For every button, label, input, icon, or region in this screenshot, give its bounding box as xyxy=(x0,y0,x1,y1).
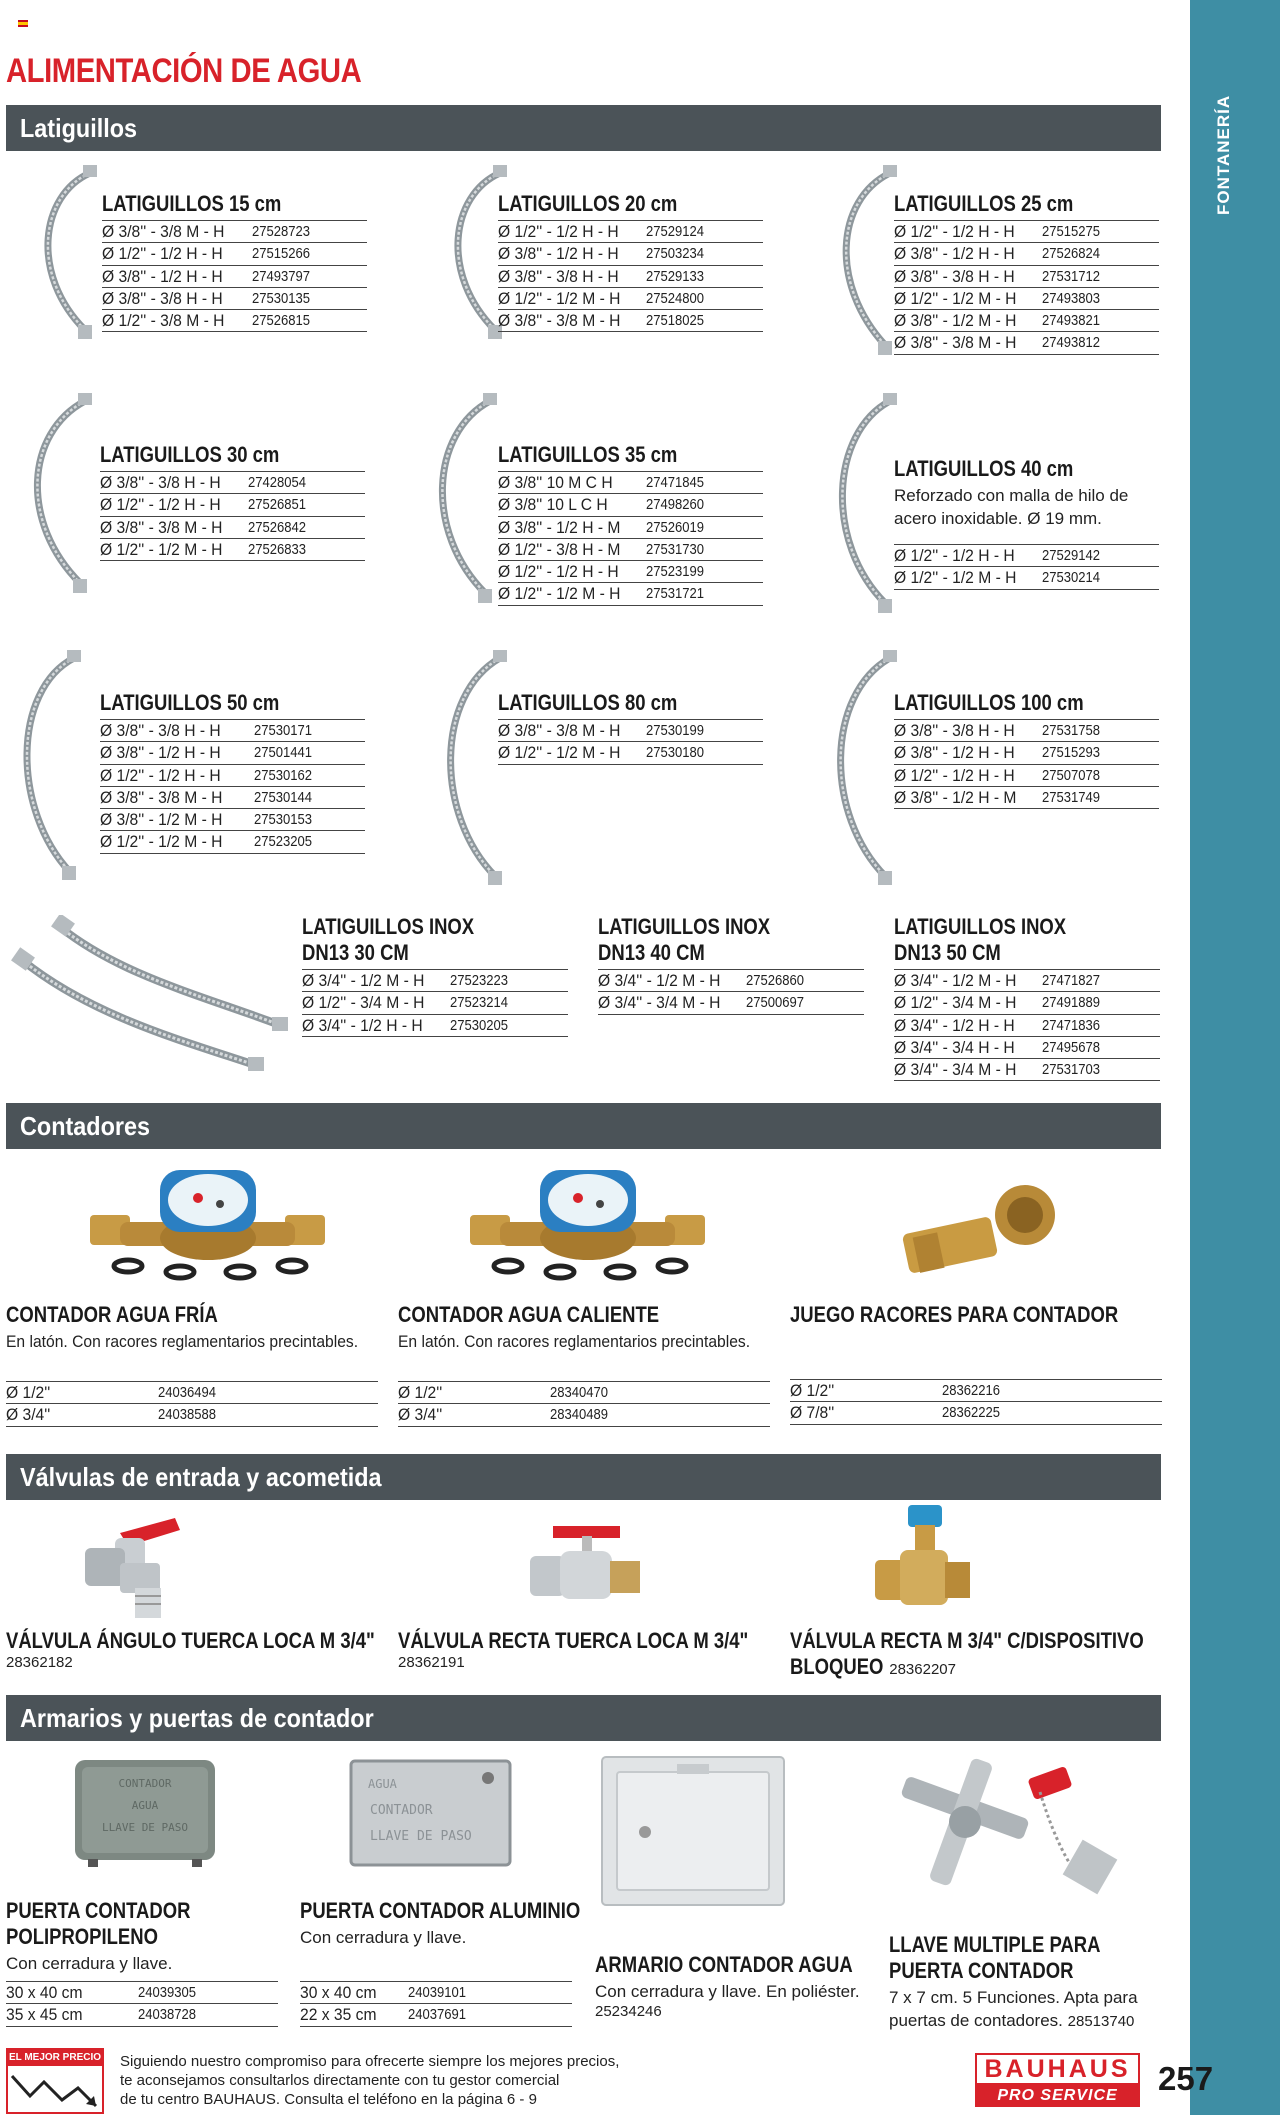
product-row: Ø 3/4'' 28340489 xyxy=(398,1404,770,1426)
product-title: CONTADOR AGUA CALIENTE xyxy=(398,1302,660,1327)
product-row: Ø 3/8'' - 3/8 M - H 27528723 xyxy=(102,221,367,243)
product-row: Ø 3/4'' - 1/2 H - H 27530205 xyxy=(302,1015,568,1037)
product-row: Ø 1/2'' - 1/2 H - H 27523199 xyxy=(498,561,763,583)
water-meter-hot-image xyxy=(460,1160,715,1285)
product-title: LLAVE MULTIPLE PARA xyxy=(889,1932,1101,1957)
product-latiguillos-inox-30 xyxy=(302,914,568,1037)
best-price-badge: EL MEJOR PRECIO xyxy=(6,2048,104,2114)
hose-image xyxy=(425,393,500,603)
product-row: Ø 1/2'' - 1/2 M - H 27530180 xyxy=(498,742,763,764)
hose-image xyxy=(830,165,900,355)
product-row: Ø 3/8'' - 1/2 M - H 27530153 xyxy=(100,809,365,831)
inox-hoses-image xyxy=(10,915,290,1075)
svg-text:LLAVE DE PASO: LLAVE DE PASO xyxy=(370,1829,472,1844)
product-row: Ø 3/8'' - 1/2 M - H 27493821 xyxy=(894,310,1159,332)
product-title: LATIGUILLOS 40 cm xyxy=(894,456,1074,481)
product-row: Ø 3/8'' - 3/8 M - H 27530199 xyxy=(498,720,763,742)
product-row: 35 x 45 cm 24038728 xyxy=(6,2004,278,2026)
product-row: Ø 3/8'' - 3/8 H - H 27531712 xyxy=(894,266,1159,288)
product-description: En latón. Con racores reglamentarios precintables. xyxy=(398,1332,751,1351)
hose-image xyxy=(12,650,82,880)
product-contador-fria xyxy=(6,1302,378,1427)
hose-image xyxy=(20,393,95,593)
product-ref: 28513740 xyxy=(1067,2013,1135,2030)
product-row: Ø 3/8'' - 3/8 H - H 27428054 xyxy=(100,472,365,494)
aluminium-door-image xyxy=(348,1758,513,1868)
product-title: VÁLVULA RECTA M 3/4" C/DISPOSITIVO xyxy=(790,1628,1144,1653)
product-latiguillos-20 xyxy=(498,191,763,332)
product-title: LATIGUILLOS 15 cm xyxy=(102,191,282,216)
product-title: CONTADOR AGUA FRÍA xyxy=(6,1302,218,1327)
product-row: Ø 3/4'' - 1/2 M - H 27471827 xyxy=(894,970,1160,992)
product-armario-contador xyxy=(595,1952,870,2020)
page-title: ALIMENTACIÓN DE AGUA xyxy=(6,52,362,90)
product-title: JUEGO RACORES PARA CONTADOR xyxy=(790,1302,1119,1327)
product-valvula-recta xyxy=(398,1628,778,1671)
product-title: LATIGUILLOS INOX xyxy=(894,914,1067,939)
product-title-line2: DN13 30 CM xyxy=(302,940,409,965)
product-title: PUERTA CONTADOR ALUMINIO xyxy=(300,1898,581,1923)
svg-text:AGUA: AGUA xyxy=(131,1799,159,1812)
product-row: Ø 3/8'' 10 L C H 27498260 xyxy=(498,494,763,516)
hose-image xyxy=(825,650,900,885)
product-latiguillos-50 xyxy=(100,690,365,854)
product-row: Ø 1/2'' - 1/2 M - H 27526833 xyxy=(100,539,365,561)
product-latiguillos-80 xyxy=(498,690,763,765)
product-row: Ø 1/2'' - 1/2 H - H 27530162 xyxy=(100,765,365,787)
product-row: Ø 1/2'' - 1/2 H - H 27529124 xyxy=(498,221,763,243)
side-tab-label: FONTANERÍA xyxy=(1214,94,1233,215)
side-tab xyxy=(1190,0,1280,2115)
product-row: Ø 3/8'' - 3/8 H - H 27529133 xyxy=(498,266,763,288)
product-row: Ø 3/8'' - 1/2 H - H 27501441 xyxy=(100,742,365,764)
product-ref: 28362207 xyxy=(889,1661,956,1678)
product-row: Ø 3/8'' - 1/2 H - H 27515293 xyxy=(894,742,1159,764)
product-title-line2: POLIPROPILENO xyxy=(6,1924,158,1949)
product-title-line2: DN13 50 CM xyxy=(894,940,1001,965)
product-latiguillos-inox-40 xyxy=(598,914,864,1015)
product-row: Ø 1/2'' - 1/2 M - H 27530214 xyxy=(894,567,1159,589)
product-row: Ø 3/8'' - 3/8 H - H 27530135 xyxy=(102,288,367,310)
product-row: Ø 3/8'' - 1/2 H - M 27526019 xyxy=(498,517,763,539)
product-row: Ø 3/4'' - 3/4 M - H 27500697 xyxy=(598,992,864,1014)
product-row: Ø 1/2'' - 3/8 M - H 27526815 xyxy=(102,310,367,332)
product-row: Ø 1/2'' - 3/4 M - H 27491889 xyxy=(894,992,1160,1014)
product-row: Ø 7/8'' 28362225 xyxy=(790,1402,1162,1424)
product-row: Ø 1/2'' 28362216 xyxy=(790,1380,1162,1402)
product-title: PUERTA CONTADOR xyxy=(6,1898,191,1923)
hose-image xyxy=(825,393,900,613)
product-row: Ø 1/2'' 24036494 xyxy=(6,1382,378,1404)
product-row: Ø 3/8'' - 1/2 H - H 27493797 xyxy=(102,266,367,288)
product-row: 22 x 35 cm 24037691 xyxy=(300,2004,572,2026)
product-description: Con cerradura y llave. En poliéster. xyxy=(595,1982,860,2001)
product-row: Ø 1/2'' 28340470 xyxy=(398,1382,770,1404)
straight-valve-image xyxy=(525,1516,645,1606)
product-description: En latón. Con racores reglamentarios precintables. xyxy=(6,1332,359,1351)
product-row: Ø 1/2'' - 3/8 H - M 27531730 xyxy=(498,539,763,561)
svg-text:LLAVE DE PASO: LLAVE DE PASO xyxy=(101,1821,189,1834)
meter-cabinet-image xyxy=(597,1752,789,1910)
svg-text:AGUA: AGUA xyxy=(368,1777,397,1791)
product-row: Ø 1/2'' - 1/2 M - H 27523205 xyxy=(100,831,365,853)
product-row: 30 x 40 cm 24039305 xyxy=(6,1982,278,2004)
product-row: Ø 1/2'' - 1/2 M - H 27493803 xyxy=(894,288,1159,310)
product-title: LATIGUILLOS INOX xyxy=(302,914,475,939)
product-ref: 28362191 xyxy=(398,1654,465,1671)
product-title-line2: BLOQUEO xyxy=(790,1654,884,1679)
water-meter-cold-image xyxy=(80,1160,335,1285)
product-row: 30 x 40 cm 24039101 xyxy=(300,1982,572,2004)
product-row: Ø 1/2'' - 3/4 M - H 27523214 xyxy=(302,992,568,1014)
product-valvula-angulo xyxy=(6,1628,386,1671)
product-row: Ø 3/4'' - 3/4 H - H 27495678 xyxy=(894,1037,1160,1059)
section-header-valvulas: Válvulas de entrada y acometida xyxy=(6,1454,1161,1500)
product-contador-caliente xyxy=(398,1302,770,1427)
product-valvula-bloqueo xyxy=(790,1628,1170,1680)
product-row: Ø 3/4'' - 1/2 M - H 27526860 xyxy=(598,970,864,992)
svg-text:CONTADOR: CONTADOR xyxy=(370,1803,433,1818)
product-title: LATIGUILLOS INOX xyxy=(598,914,771,939)
product-latiguillos-40 xyxy=(894,456,1159,590)
product-row: Ø 3/4'' - 3/4 M - H 27531703 xyxy=(894,1059,1160,1081)
product-description: Con cerradura y llave. xyxy=(6,1954,173,1973)
bauhaus-logo: BAUHAUS PRO SERVICE xyxy=(975,2053,1140,2109)
product-row: Ø 3/8'' - 1/2 H - M 27531749 xyxy=(894,787,1159,809)
product-row: Ø 1/2'' - 1/2 M - H 27531721 xyxy=(498,583,763,605)
product-row: Ø 3/4'' 24038588 xyxy=(6,1404,378,1426)
product-latiguillos-35 xyxy=(498,442,763,606)
product-title: VÁLVULA RECTA TUERCA LOCA M 3/4" xyxy=(398,1628,749,1653)
section-header-contadores: Contadores xyxy=(6,1103,1161,1149)
product-row: Ø 3/8'' - 1/2 H - H 27503234 xyxy=(498,243,763,265)
product-row: Ø 3/8'' - 1/2 H - H 27526824 xyxy=(894,243,1159,265)
product-title: LATIGUILLOS 35 cm xyxy=(498,442,678,467)
angle-valve-image xyxy=(80,1508,195,1623)
product-description-line2: puertas de contadores. xyxy=(889,2011,1063,2030)
product-ref: 28362182 xyxy=(6,1654,73,1671)
product-title: LATIGUILLOS 30 cm xyxy=(100,442,280,467)
product-title: VÁLVULA ÁNGULO TUERCA LOCA M 3/4" xyxy=(6,1628,375,1653)
product-row: Ø 1/2'' - 1/2 H - H 27529142 xyxy=(894,545,1159,567)
product-row: Ø 3/8'' - 3/8 M - H 27493812 xyxy=(894,332,1159,354)
product-row: Ø 3/4'' - 1/2 M - H 27523223 xyxy=(302,970,568,992)
product-row: Ø 1/2'' - 1/2 M - H 27524800 xyxy=(498,288,763,310)
product-latiguillos-100 xyxy=(894,690,1159,809)
flag-icon xyxy=(18,20,28,27)
section-header-armarios: Armarios y puertas de contador xyxy=(6,1695,1161,1741)
product-description: Reforzado con malla de hilo de acero inoxidable. Ø 19 mm. xyxy=(894,486,1129,528)
product-row: Ø 1/2'' - 1/2 H - H 27507078 xyxy=(894,765,1159,787)
product-latiguillos-25 xyxy=(894,191,1159,355)
locking-valve-image xyxy=(870,1500,975,1618)
fittings-set-image xyxy=(900,1180,1060,1280)
polypropylene-door-image xyxy=(70,1755,220,1870)
product-title: LATIGUILLOS 80 cm xyxy=(498,690,678,715)
product-title: LATIGUILLOS 50 cm xyxy=(100,690,280,715)
product-title: LATIGUILLOS 100 cm xyxy=(894,690,1084,715)
product-row: Ø 3/8'' - 3/8 M - H 27518025 xyxy=(498,310,763,332)
product-title: LATIGUILLOS 25 cm xyxy=(894,191,1074,216)
product-latiguillos-inox-50 xyxy=(894,914,1160,1081)
product-puerta-aluminio xyxy=(300,1898,581,2027)
product-latiguillos-15 xyxy=(102,191,367,332)
product-row: Ø 1/2'' - 1/2 H - H 27515266 xyxy=(102,243,367,265)
product-ref: 25234246 xyxy=(595,2003,662,2020)
product-row: Ø 3/8'' - 3/8 H - H 27531758 xyxy=(894,720,1159,742)
hose-image xyxy=(435,650,510,885)
product-row: Ø 3/4'' - 1/2 H - H 27471836 xyxy=(894,1015,1160,1037)
product-row: Ø 3/8'' - 3/8 M - H 27530144 xyxy=(100,787,365,809)
product-row: Ø 3/8'' - 3/8 H - H 27530171 xyxy=(100,720,365,742)
footer-note: Siguiendo nuestro compromiso para ofrecerte siempre los mejores precios, te aconsejamos consultarlos directamente con tu gestor comercial de tu centro BAUHAUS. Consulta el teléfono en la página 6 - 9 xyxy=(120,2053,620,2108)
product-title-line2: PUERTA CONTADOR xyxy=(889,1958,1074,1983)
product-juego-racores xyxy=(790,1302,1162,1425)
product-row: Ø 3/8'' 10 M C H 27471845 xyxy=(498,472,763,494)
product-row: Ø 3/8'' - 3/8 M - H 27526842 xyxy=(100,517,365,539)
product-title: ARMARIO CONTADOR AGUA xyxy=(595,1952,853,1977)
svg-text:CONTADOR: CONTADOR xyxy=(118,1777,172,1790)
product-title-line2: DN13 40 CM xyxy=(598,940,705,965)
price-down-icon xyxy=(8,2066,102,2112)
multi-key-image xyxy=(870,1752,1125,1902)
product-llave-multiple xyxy=(889,1932,1169,2033)
hose-image xyxy=(30,165,100,340)
section-header-latiguillos: Latiguillos xyxy=(6,105,1161,151)
product-puerta-polipropileno xyxy=(6,1898,278,2027)
product-description: Con cerradura y llave. xyxy=(300,1928,467,1947)
product-row: Ø 1/2'' - 1/2 H - H 27526851 xyxy=(100,494,365,516)
product-title: LATIGUILLOS 20 cm xyxy=(498,191,678,216)
product-row: Ø 1/2'' - 1/2 H - H 27515275 xyxy=(894,221,1159,243)
page-number: 257 xyxy=(1158,2060,1214,2097)
product-description: 7 x 7 cm. 5 Funciones. Apta para xyxy=(889,1988,1138,2007)
product-latiguillos-30 xyxy=(100,442,365,561)
